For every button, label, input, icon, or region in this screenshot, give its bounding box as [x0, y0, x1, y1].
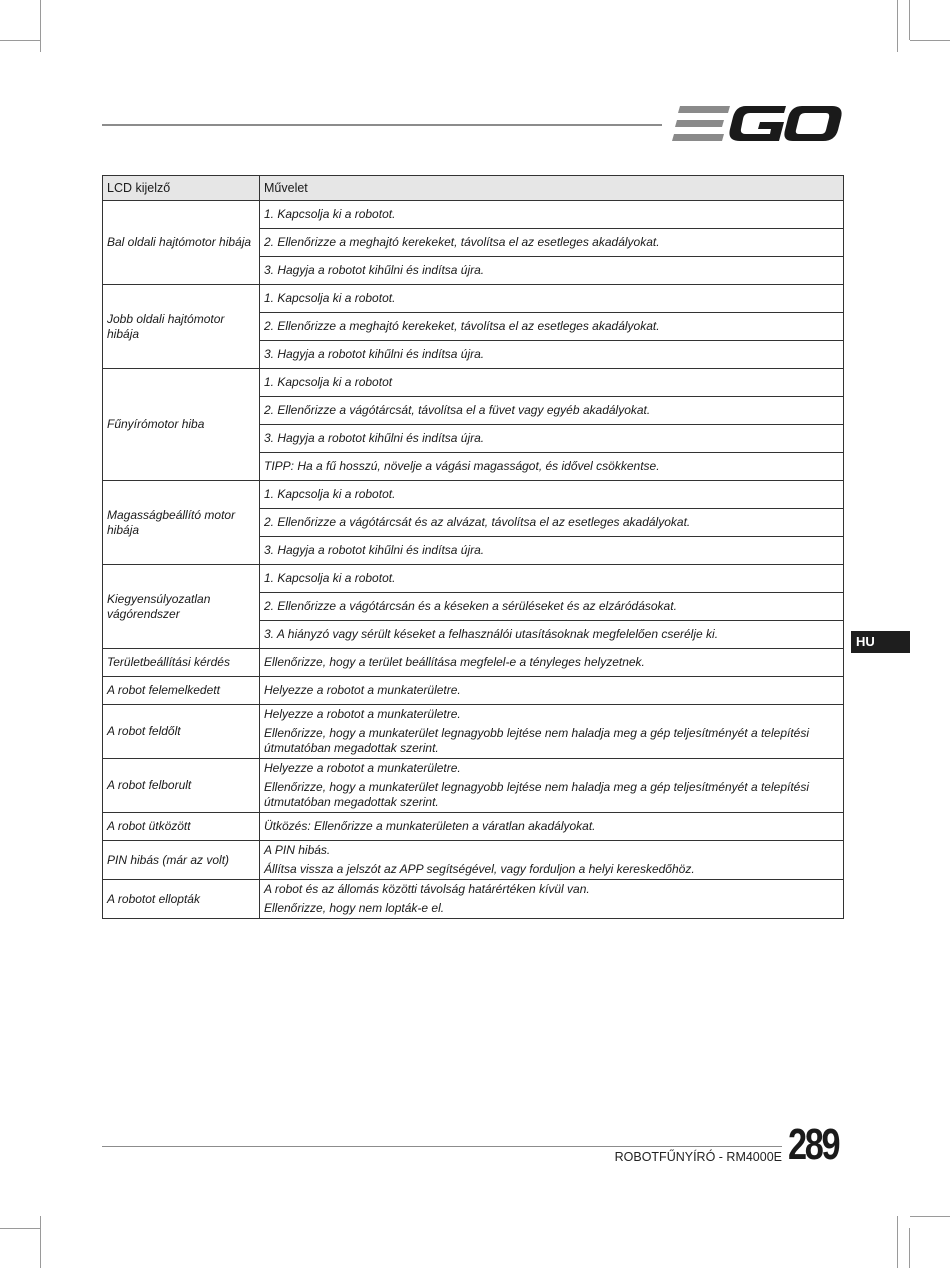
lcd-message: PIN hibás (már az volt) [103, 841, 260, 880]
table-row [103, 285, 844, 313]
lcd-message: A robot felborult [103, 759, 260, 813]
table-row [103, 565, 844, 593]
action-cell [260, 705, 844, 759]
action-step: 2. Ellenőrizze a vágótárcsán és a késeken a sérüléseket és az elzáródásokat. [260, 593, 844, 621]
table-row [103, 649, 844, 677]
lcd-column-header: LCD kijelző [103, 176, 260, 201]
table-row [103, 705, 844, 759]
action-cell [260, 759, 844, 813]
footer-rule [102, 1146, 782, 1147]
action-step: A robot és az állomás közötti távolság határértéken kívül van. [264, 882, 590, 896]
action-step: Ellenőrizze, hogy a terület beállítása megfelel-e a tényleges helyzetnek. [260, 649, 844, 677]
crop-mark [40, 1216, 41, 1268]
action-cell [260, 880, 844, 919]
crop-mark [0, 1228, 40, 1229]
lcd-message: Kiegyensúlyozatlan vágórendszer [103, 565, 260, 649]
action-step: 3. Hagyja a robotot kihűlni és indítsa újra. [260, 257, 844, 285]
language-tab: HU [851, 631, 910, 653]
action-step: 1. Kapcsolja ki a robotot. [260, 285, 844, 313]
action-column-header: Művelet [260, 176, 844, 201]
lcd-message: Bal oldali hajtómotor hibája [103, 201, 260, 285]
lcd-message: Területbeállítási kérdés [103, 649, 260, 677]
action-step: 1. Kapcsolja ki a robotot. [260, 201, 844, 229]
error-code-table-wrapper [102, 175, 844, 919]
action-step: Ütközés: Ellenőrizze a munkaterületen a váratlan akadályokat. [260, 813, 844, 841]
table-row [103, 759, 844, 813]
crop-mark [0, 40, 40, 41]
action-step: 2. Ellenőrizze a meghajtó kerekeket, távolítsa el az esetleges akadályokat. [260, 313, 844, 341]
footer-product-name: ROBOTFŰNYÍRÓ - RM4000E [614, 1150, 782, 1164]
action-step: 3. Hagyja a robotot kihűlni és indítsa újra. [260, 537, 844, 565]
crop-mark [909, 1228, 910, 1268]
table-row [103, 813, 844, 841]
action-step: 1. Kapcsolja ki a robotot. [260, 565, 844, 593]
crop-mark [40, 0, 41, 52]
action-step: A PIN hibás. [264, 843, 331, 857]
table-row [103, 841, 844, 880]
table-row [103, 201, 844, 229]
action-step: 1. Kapcsolja ki a robotot [260, 369, 844, 397]
action-step: 3. A hiányzó vagy sérült késeket a felhasználói utasításoknak megfelelően cserélje ki. [260, 621, 844, 649]
lcd-message: Magasságbeállító motor hibája [103, 481, 260, 565]
table-header-row [103, 176, 844, 201]
lcd-message: Fűnyírómotor hiba [103, 369, 260, 481]
table-row [103, 481, 844, 509]
header-rule [102, 124, 662, 126]
action-step: 3. Hagyja a robotot kihűlni és indítsa újra. [260, 425, 844, 453]
action-step: Ellenőrizze, hogy nem lopták-e el. [264, 901, 445, 915]
action-step: 1. Kapcsolja ki a robotot. [260, 481, 844, 509]
action-step: Ellenőrizze, hogy a munkaterület legnagyobb lejtése nem haladja meg a gép teljesítményét a telepítési útmutatóban megadottak szerint. [264, 780, 809, 809]
crop-mark [897, 0, 898, 52]
action-cell [260, 841, 844, 880]
action-step: 2. Ellenőrizze a meghajtó kerekeket, távolítsa el az esetleges akadályokat. [260, 229, 844, 257]
table-row [103, 369, 844, 397]
action-step: 2. Ellenőrizze a vágótárcsát, távolítsa el a füvet vagy egyéb akadályokat. [260, 397, 844, 425]
action-step: 2. Ellenőrizze a vágótárcsát és az alvázat, távolítsa el az esetleges akadályokat. [260, 509, 844, 537]
action-step: Helyezze a robotot a munkaterületre. [264, 761, 461, 775]
crop-mark [909, 0, 910, 40]
action-step: Helyezze a robotot a munkaterületre. [260, 677, 844, 705]
lcd-message: A robotot ellopták [103, 880, 260, 919]
page-number: 289 [788, 1120, 839, 1169]
crop-mark [897, 1216, 898, 1268]
action-tip: TIPP: Ha a fű hosszú, növelje a vágási magasságot, és idővel csökkentse. [260, 453, 844, 481]
lcd-message: A robot felemelkedett [103, 677, 260, 705]
action-step: Helyezze a robotot a munkaterületre. [264, 707, 461, 721]
lcd-message: A robot ütközött [103, 813, 260, 841]
table-row [103, 880, 844, 919]
action-step: Állítsa vissza a jelszót az APP segítségével, vagy forduljon a helyi kereskedőhöz. [264, 862, 695, 876]
lcd-message: A robot feldőlt [103, 705, 260, 759]
table-row [103, 677, 844, 705]
ego-logo [672, 102, 844, 146]
error-code-table [102, 175, 844, 919]
lcd-message: Jobb oldali hajtómotor hibája [103, 285, 260, 369]
action-step: Ellenőrizze, hogy a munkaterület legnagyobb lejtése nem haladja meg a gép teljesítményét a telepítési útmutatóban megadottak szerint. [264, 726, 809, 755]
action-step: 3. Hagyja a robotot kihűlni és indítsa újra. [260, 341, 844, 369]
crop-mark [910, 1216, 950, 1217]
crop-mark [910, 40, 950, 41]
